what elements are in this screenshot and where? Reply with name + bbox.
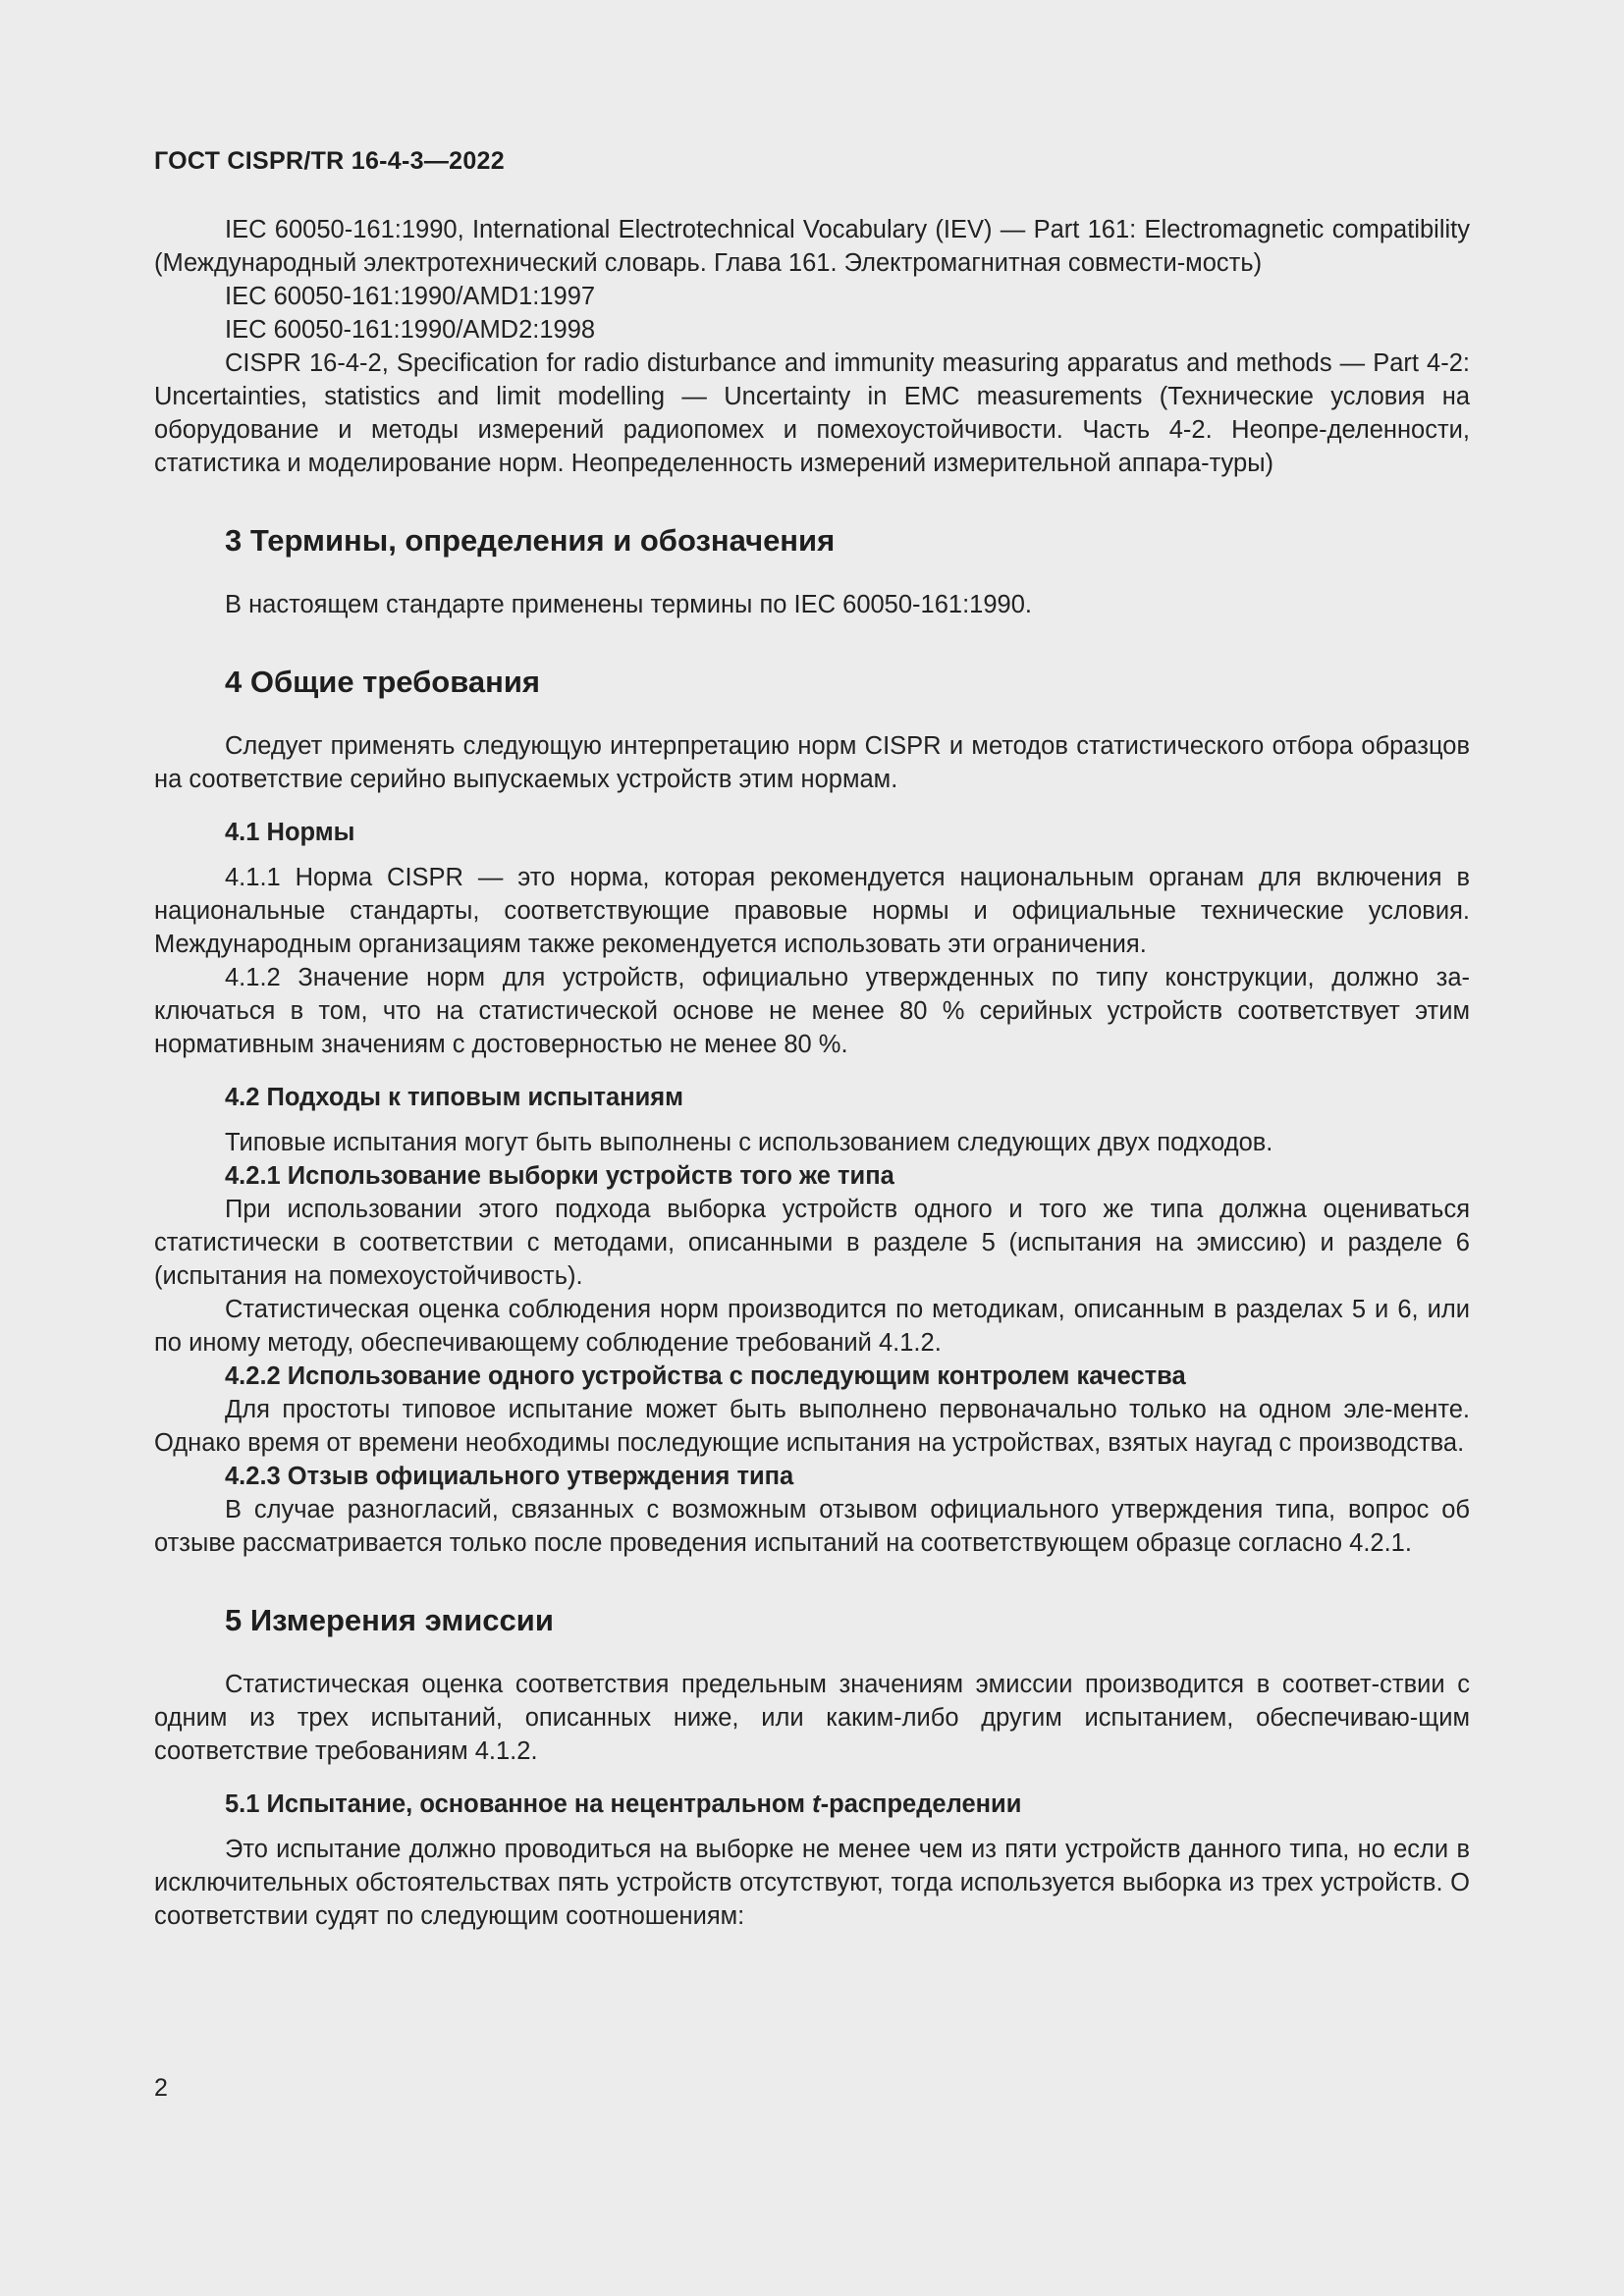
clause-4-2-3: В случае разногласий, связанных с возможным отзывом официального утверждения типа, вопрос об отзыве рассматривается только после проведения испытаний на соответствующем образце согласно 4.2.1. <box>154 1496 1470 1557</box>
reference-item: IEC 60050-161:1990/AMD1:1997 <box>225 283 596 310</box>
clause-4-1-2: 4.1.2 Значение норм для устройств, официально утвержденных по типу конструкции, должно за-ключаться в том, что на статистической основе не менее 80 % серийных устройств соответствует этим нормативным значениям с достоверностью не менее 80 %. <box>154 964 1470 1058</box>
clause-4-1-1: 4.1.1 Норма CISPR — это норма, которая рекомендуется национальным органам для включения в национальные стандарты, соответствующие правовые нормы и официальные технические условия. Международным организациям также рекомендуется использовать эти ограничения. <box>154 864 1470 958</box>
clause-4-2-1-b: Статистическая оценка соблюдения норм производится по методикам, описанным в разделах 5 и 6, или по иному методу, обеспечивающему соблюдение требований 4.1.2. <box>154 1296 1470 1357</box>
document-page <box>154 147 1470 1933</box>
clause-4-2-1-a: При использовании этого подхода выборка устройств одного и того же типа должна оцениваться статистически в соответствии с методами, описанными в разделе 5 (испытания на эмиссию) и разделе 6 (испытания на помехоустойчивость). <box>154 1196 1470 1290</box>
section-4-2-text: Типовые испытания могут быть выполнены с использованием следующих двух подходов. <box>225 1129 1273 1156</box>
section-5-1-title-t: t <box>812 1790 821 1818</box>
section-5-1-title-part: 5.1 Испытание, основанное на нецентральном <box>225 1790 813 1818</box>
section-5-heading: 5 Измерения эмиссии <box>225 1603 554 1637</box>
section-4-text: Следует применять следующую интерпретацию норм CISPR и методов статистического отбора образцов на соответствие серийно выпускаемых устройств этим нормам. <box>154 732 1470 793</box>
document-header: ГОСТ CISPR/TR 16-4-3—2022 <box>154 147 505 175</box>
section-3-text: В настоящем стандарте применены термины по IEC 60050-161:1990. <box>225 591 1032 618</box>
section-4-2-1-heading: 4.2.1 Использование выборки устройств того же типа <box>225 1162 894 1190</box>
page-number: 2 <box>154 2074 168 2102</box>
reference-item: CISPR 16-4-2, Specification for radio disturbance and immunity measuring apparatus and methods — Part 4-2: Uncertainties, statistics and limit modelling — Uncertainty in EMC measurements (Технические условия на оборудование и методы измерений радиопомех и помехоустойчивости. Часть 4-2. Неопре-деленности, статистика и моделирование норм. Неопределенность измерений измерительной аппара-туры) <box>154 349 1470 477</box>
section-4-1-heading: 4.1 Нормы <box>225 819 355 846</box>
section-4-2-2-heading: 4.2.2 Использование одного устройства с последующим контролем качества <box>225 1362 1186 1390</box>
section-4-2-3-heading: 4.2.3 Отзыв официального утверждения типа <box>225 1463 794 1490</box>
section-5-1-title-part: -распределении <box>820 1790 1022 1818</box>
section-5-text: Статистическая оценка соответствия предельным значениям эмиссии производится в соответ-ствии с одним из трех испытаний, описанных ниже, или каким-либо другим испытанием, обеспечиваю-щим соответствие требованиям 4.1.2. <box>154 1671 1470 1765</box>
clause-4-2-2: Для простоты типовое испытание может быть выполнено первоначально только на одном эле-менте. Однако время от времени необходимы последующие испытания на устройствах, взятых наугад с производства. <box>154 1396 1470 1457</box>
section-4-2-heading: 4.2 Подходы к типовым испытаниям <box>225 1084 684 1111</box>
section-3-heading: 3 Термины, определения и обозначения <box>225 523 836 558</box>
reference-item: IEC 60050-161:1990/AMD2:1998 <box>225 316 596 344</box>
section-5-1-heading <box>225 1788 1470 1821</box>
reference-item: IEC 60050-161:1990, International Electrotechnical Vocabulary (IEV) — Part 161: Electromagnetic compatibility (Международный электротехнический словарь. Глава 161. Электромагнитная совмести-мость) <box>154 216 1470 277</box>
clause-5-1: Это испытание должно проводиться на выборке не менее чем из пяти устройств данного типа, но если в исключительных обстоятельствах пять устройств отсутствуют, тогда используется выборка из трех устройств. О соответствии судят по следующим соотношениям: <box>154 1836 1470 1930</box>
section-4-heading: 4 Общие требования <box>225 665 540 699</box>
